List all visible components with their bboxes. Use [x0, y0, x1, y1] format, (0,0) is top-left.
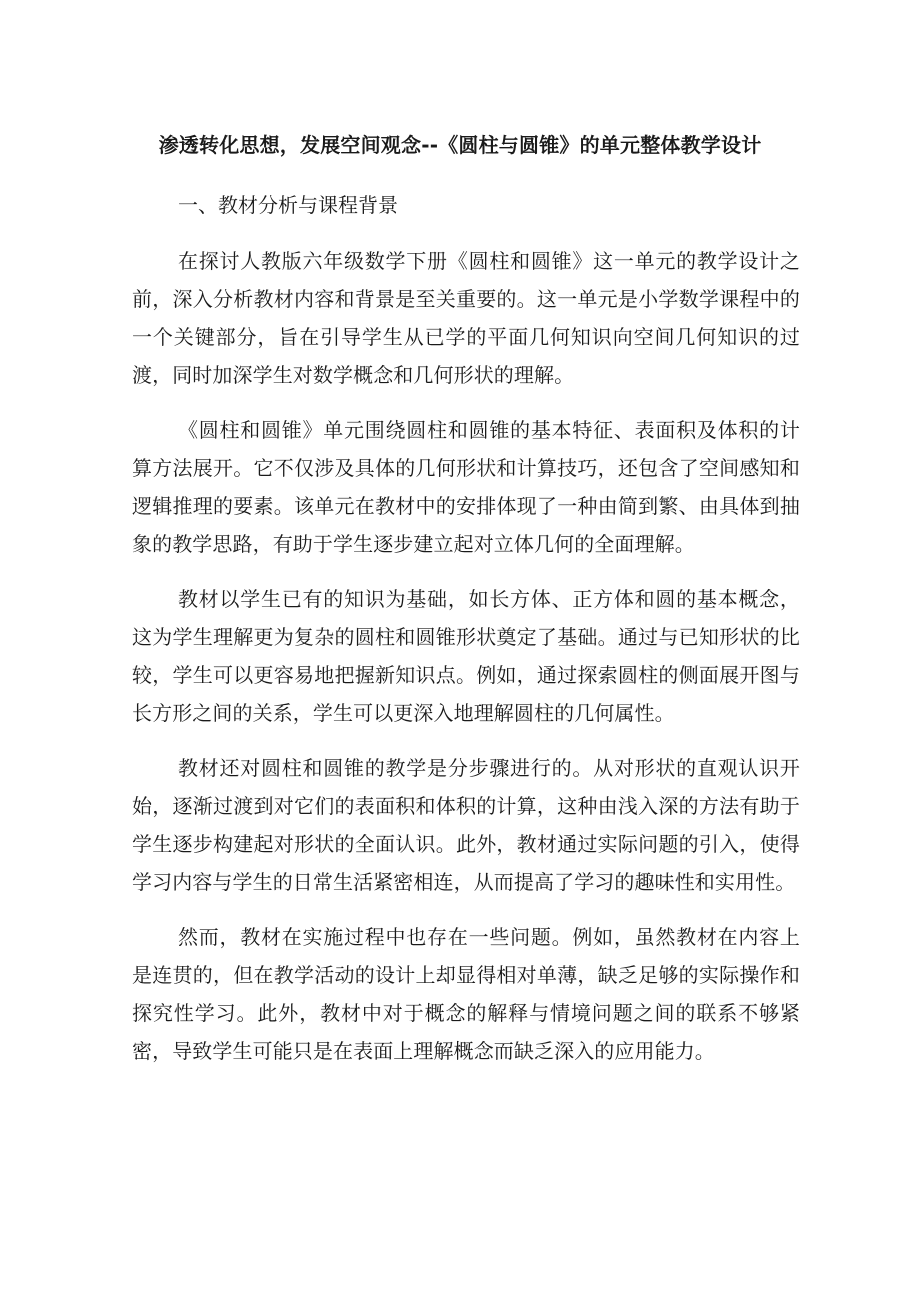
paragraph-1: 在探讨人教版六年级数学下册《圆柱和圆锥》这一单元的教学设计之前，深入分析教材内容和背景是至关重要的。这一单元是小学数学课程中的一个关键部分，旨在引导学生从已学的平面几何知识向空间几何知识的过渡，同时加深学生对数学概念和几何形状的理解。: [132, 249, 800, 387]
document-title: 渗透转化思想，发展空间观念--《圆柱与圆锥》的单元整体教学设计: [158, 133, 762, 157]
paragraph-3: 教材以学生已有的知识为基础，如长方体、正方体和圆的基本概念，这为学生理解更为复杂的圆柱和圆锥形状奠定了基础。通过与已知形状的比较，学生可以更容易地把握新知识点。例如，通过探索圆柱的侧面展开图与长方形之间的关系，学生可以更深入地理解圆柱的几何属性。: [132, 587, 800, 725]
document-body: [132, 242, 800, 1087]
section-heading: 一、教材分析与课程背景: [178, 193, 398, 217]
paragraph-2: 《圆柱和圆锥》单元围绕圆柱和圆锥的基本特征、表面积及体积的计算方法展开。它不仅涉及具体的几何形状和计算技巧，还包含了空间感知和逻辑推理的要素。该单元在教材中的安排体现了一种由简到繁、由具体到抽象的教学思路，有助于学生逐步建立起对立体几何的全面理解。: [132, 418, 800, 556]
paragraph-4: 教材还对圆柱和圆锥的教学是分步骤进行的。从对形状的直观认识开始，逐渐过渡到对它们的表面积和体积的计算，这种由浅入深的方法有助于学生逐步构建起对形状的全面认识。此外，教材通过实际问题的引入，使得学习内容与学生的日常生活紧密相连，从而提高了学习的趣味性和实用性。: [132, 756, 800, 894]
paragraph-5: 然而，教材在实施过程中也存在一些问题。例如，虽然教材在内容上是连贯的，但在教学活动的设计上却显得相对单薄，缺乏足够的实际操作和探究性学习。此外，教材中对于概念的解释与情境问题之间的联系不够紧密，导致学生可能只是在表面上理解概念而缺乏深入的应用能力。: [132, 925, 800, 1063]
